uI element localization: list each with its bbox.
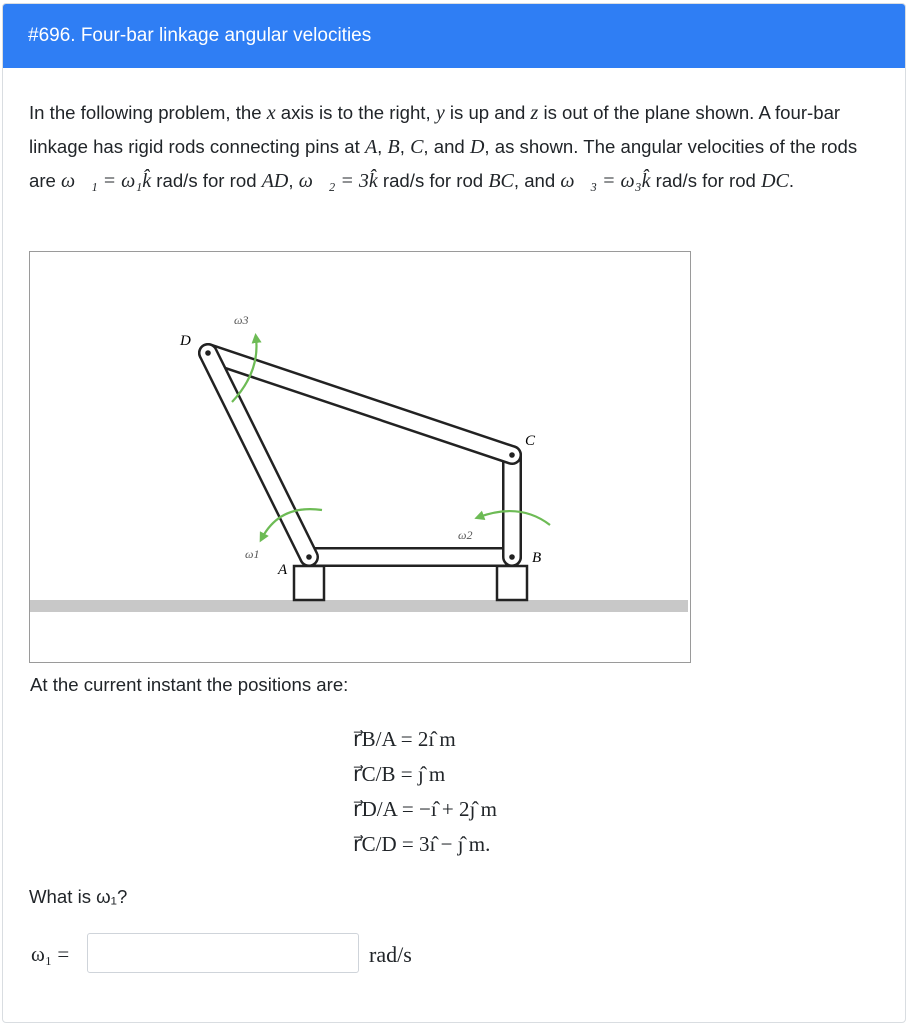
label-B: B — [532, 550, 542, 566]
text-segment: , — [399, 136, 411, 157]
math-DC: DC — [761, 170, 789, 192]
text-segment: In the following problem, the — [29, 102, 267, 123]
math-omega3-def: ω⃗₃ = ω₃k̂ — [560, 170, 651, 192]
math-omega2-def: ω⃗₂ = 3k̂ — [298, 170, 378, 192]
math-D: D — [469, 136, 485, 158]
math-BC: BC — [488, 170, 514, 192]
pin-C — [509, 452, 515, 458]
support-A — [294, 566, 324, 600]
question-text: What is ω₁? — [29, 886, 128, 907]
text-segment: , — [288, 170, 299, 191]
pin-D — [205, 350, 211, 356]
pin-B — [509, 554, 515, 560]
text-segment: , and — [423, 136, 470, 157]
label-omega3: ω3 — [234, 313, 249, 327]
text-segment: rad/s for rod — [377, 170, 489, 191]
label-omega2: ω2 — [458, 528, 473, 542]
problem-card — [2, 3, 906, 1023]
text-segment: rad/s for rod — [650, 170, 762, 191]
text-segment: axis is to the right, — [275, 102, 436, 123]
label-C: C — [525, 433, 536, 449]
ground — [30, 600, 688, 612]
text-segment: , and — [513, 170, 561, 191]
math-C: C — [410, 136, 424, 158]
equation-rBA: r⃗B/A = 2ı̂ m — [353, 727, 456, 751]
equation-rDA: r⃗D/A = −ı̂ + 2ȷ̂ m — [353, 797, 497, 821]
problem-title: #696. Four-bar linkage angular velocities — [3, 4, 905, 68]
position-equations — [353, 722, 497, 862]
math-A: A — [364, 136, 378, 158]
math-z: z — [530, 102, 539, 124]
text-segment: , as shown. The angular velocities of the rods are — [29, 136, 858, 191]
linkage-diagram — [30, 252, 690, 662]
instant-text: At the current instant the positions are: — [30, 674, 349, 695]
label-A: A — [278, 562, 288, 578]
text-segment: . — [788, 170, 795, 191]
text-segment: is up and — [444, 102, 531, 123]
answer-label: ω₁ = — [31, 942, 70, 966]
answer-unit: rad/s — [369, 942, 412, 967]
math-B: B — [387, 136, 400, 158]
math-x: x — [266, 102, 276, 124]
answer-input[interactable] — [87, 933, 359, 973]
math-AD: AD — [261, 170, 289, 192]
linkage-figure — [29, 251, 691, 663]
text-segment: rad/s for rod — [151, 170, 262, 191]
problem-statement — [29, 96, 869, 198]
pin-A — [306, 554, 312, 560]
math-omega1-def: ω⃗₁ = ω₁k̂ — [61, 170, 152, 192]
text-segment: is out of the plane shown. A four-bar linkage has rigid rods connecting pins at — [29, 102, 841, 157]
label-D: D — [180, 333, 191, 349]
label-omega1: ω1 — [245, 547, 260, 561]
support-B — [497, 566, 527, 600]
equation-rCB: r⃗C/B = ȷ̂ m — [353, 762, 446, 786]
text-segment: , — [377, 136, 388, 157]
math-y: y — [435, 102, 445, 124]
equation-rCD: r⃗C/D = 3ı̂ − ȷ̂ m. — [353, 832, 491, 856]
